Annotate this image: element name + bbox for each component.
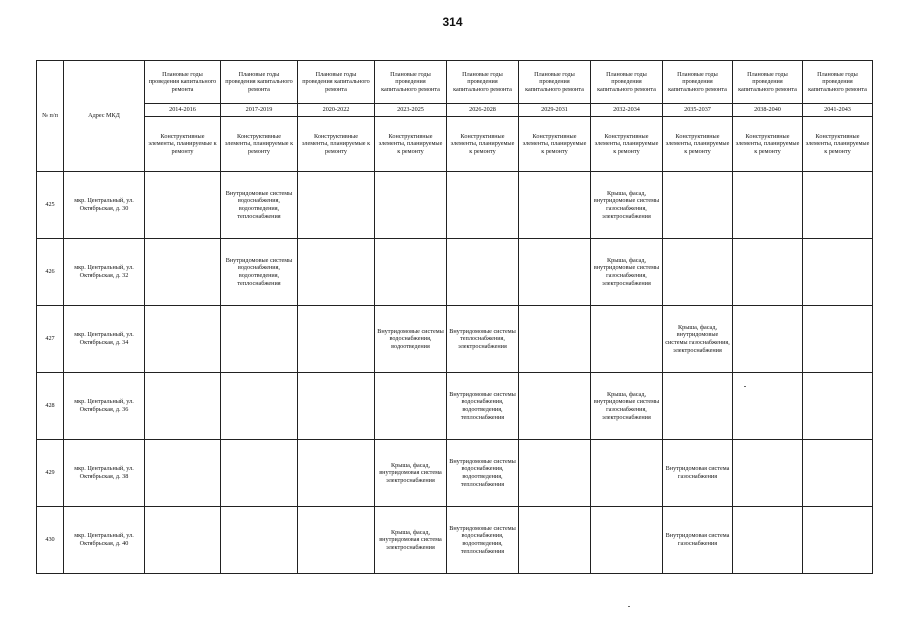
repair-cell <box>733 172 803 239</box>
header-address: Адрес МКД <box>64 61 145 172</box>
row-address: мкр. Центральный, ул. Октябрьская, д. 32 <box>64 239 145 306</box>
header-plan-0: Плановые годы проведения капитального ремонта <box>145 61 221 104</box>
repair-cell <box>447 172 519 239</box>
row-number: 426 <box>37 239 64 306</box>
repair-cell: Внутридомовые системы водоснабжения, водоотведения, теплоснабжения <box>447 507 519 574</box>
repair-cell <box>298 507 375 574</box>
repair-cell <box>803 507 873 574</box>
row-address: мкр. Центральный, ул. Октябрьская, д. 30 <box>64 172 145 239</box>
repair-cell <box>221 373 298 440</box>
header-years-1: 2017-2019 <box>221 104 298 117</box>
repair-cell <box>803 239 873 306</box>
header-elements-8: Конструктивные элементы, планируемые к ремонту <box>733 117 803 172</box>
repair-cell <box>591 440 663 507</box>
capital-repair-table <box>36 60 873 574</box>
repair-cell: Внутридомовые системы водоснабжения, водоотведения, теплоснабжения <box>447 373 519 440</box>
repair-cell <box>145 172 221 239</box>
header-years-9: 2041-2043 <box>803 104 873 117</box>
repair-cell <box>145 239 221 306</box>
repair-cell <box>519 239 591 306</box>
table-row <box>37 373 873 440</box>
header-elements-4: Конструктивные элементы, планируемые к ремонту <box>447 117 519 172</box>
row-address: мкр. Центральный, ул. Октябрьская, д. 38 <box>64 440 145 507</box>
header-elements-1: Конструктивные элементы, планируемые к ремонту <box>221 117 298 172</box>
row-address: мкр. Центральный, ул. Октябрьская, д. 40 <box>64 507 145 574</box>
header-elements-9: Конструктивные элементы, планируемые к ремонту <box>803 117 873 172</box>
repair-cell <box>663 239 733 306</box>
table-header <box>37 61 873 172</box>
table-row <box>37 440 873 507</box>
header-plan-6: Плановые годы проведения капитального ремонта <box>591 61 663 104</box>
header-plan-2: Плановые годы проведения капитального ремонта <box>298 61 375 104</box>
repair-cell <box>221 440 298 507</box>
header-years-8: 2038-2040 <box>733 104 803 117</box>
repair-cell <box>663 172 733 239</box>
table-row <box>37 172 873 239</box>
repair-cell <box>663 373 733 440</box>
repair-cell <box>733 239 803 306</box>
repair-cell <box>298 306 375 373</box>
header-plan-5: Плановые годы проведения капитального ремонта <box>519 61 591 104</box>
repair-cell: Внутридомовая система газоснабжения <box>663 507 733 574</box>
header-elements-5: Конструктивные элементы, планируемые к ремонту <box>519 117 591 172</box>
repair-cell <box>375 373 447 440</box>
repair-cell <box>803 172 873 239</box>
repair-cell <box>519 172 591 239</box>
repair-cell <box>145 507 221 574</box>
header-plan-9: Плановые годы проведения капитального ремонта <box>803 61 873 104</box>
repair-cell <box>298 239 375 306</box>
repair-cell <box>519 306 591 373</box>
repair-cell: Крыша, фасад, внутридомовые системы газоснабжения, электроснабжения <box>591 239 663 306</box>
header-years-7: 2035-2037 <box>663 104 733 117</box>
header-years-5: 2029-2031 <box>519 104 591 117</box>
repair-cell: Внутридомовые системы водоснабжения, водоотведения, теплоснабжения <box>221 172 298 239</box>
scan-speck <box>744 386 746 387</box>
row-number: 427 <box>37 306 64 373</box>
header-plan-1: Плановые годы проведения капитального ремонта <box>221 61 298 104</box>
repair-cell <box>375 239 447 306</box>
table-row <box>37 306 873 373</box>
row-number: 429 <box>37 440 64 507</box>
repair-cell <box>519 373 591 440</box>
header-years-0: 2014-2016 <box>145 104 221 117</box>
repair-cell <box>803 440 873 507</box>
header-plan-7: Плановые годы проведения капитального ремонта <box>663 61 733 104</box>
repair-cell <box>733 373 803 440</box>
page-number: 314 <box>442 15 463 29</box>
repair-cell <box>591 507 663 574</box>
repair-cell <box>733 306 803 373</box>
repair-cell: Внутридомовые системы водоснабжения, водоотведения, теплоснабжения <box>221 239 298 306</box>
repair-cell <box>221 306 298 373</box>
repair-cell <box>733 507 803 574</box>
header-elements-6: Конструктивные элементы, планируемые к ремонту <box>591 117 663 172</box>
header-elements-2: Конструктивные элементы, планируемые к ремонту <box>298 117 375 172</box>
repair-cell <box>145 440 221 507</box>
repair-cell <box>298 172 375 239</box>
row-address: мкр. Центральный, ул. Октябрьская, д. 34 <box>64 306 145 373</box>
header-elements-7: Конструктивные элементы, планируемые к ремонту <box>663 117 733 172</box>
row-address: мкр. Центральный, ул. Октябрьская, д. 36 <box>64 373 145 440</box>
repair-cell: Крыша, фасад, внутридомовые системы газоснабжения, электроснабжения <box>663 306 733 373</box>
repair-cell: Внутридомовая система газоснабжения <box>663 440 733 507</box>
header-years-2: 2020-2022 <box>298 104 375 117</box>
table-row <box>37 239 873 306</box>
repair-cell <box>519 440 591 507</box>
repair-cell <box>221 507 298 574</box>
repair-cell <box>519 507 591 574</box>
repair-cell: Крыша, фасад, внутридомовая система электроснабжения <box>375 440 447 507</box>
repair-cell <box>375 172 447 239</box>
repair-cell: Крыша, фасад, внутридомовые системы газоснабжения, электроснабжения <box>591 373 663 440</box>
header-years-6: 2032-2034 <box>591 104 663 117</box>
repair-cell <box>298 373 375 440</box>
repair-cell <box>145 306 221 373</box>
header-elements-3: Конструктивные элементы, планируемые к ремонту <box>375 117 447 172</box>
header-plan-4: Плановые годы проведения капитального ремонта <box>447 61 519 104</box>
row-number: 430 <box>37 507 64 574</box>
repair-cell: Крыша, фасад, внутридомовые системы газоснабжения, электроснабжения <box>591 172 663 239</box>
row-number: 428 <box>37 373 64 440</box>
repair-cell <box>298 440 375 507</box>
header-num: № п/п <box>37 61 64 172</box>
repair-cell <box>145 373 221 440</box>
repair-cell <box>733 440 803 507</box>
repair-cell <box>803 306 873 373</box>
repair-cell <box>447 239 519 306</box>
repair-cell: Крыша, фасад, внутридомовая система электроснабжения <box>375 507 447 574</box>
header-years-3: 2023-2025 <box>375 104 447 117</box>
table-body <box>37 172 873 574</box>
header-years-4: 2026-2028 <box>447 104 519 117</box>
scan-speck <box>628 606 630 607</box>
repair-cell <box>591 306 663 373</box>
repair-cell: Внутридомовые системы теплоснабжения, электроснабжения <box>447 306 519 373</box>
row-number: 425 <box>37 172 64 239</box>
header-plan-8: Плановые годы проведения капитального ремонта <box>733 61 803 104</box>
repair-cell: Внутридомовые системы водоснабжения, водоотведения <box>375 306 447 373</box>
header-elements-0: Конструктивные элементы, планируемые к ремонту <box>145 117 221 172</box>
repair-cell: Внутридомовые системы водоснабжения, водоотведения, теплоснабжения <box>447 440 519 507</box>
repair-cell <box>803 373 873 440</box>
header-plan-3: Плановые годы проведения капитального ремонта <box>375 61 447 104</box>
table-row <box>37 507 873 574</box>
